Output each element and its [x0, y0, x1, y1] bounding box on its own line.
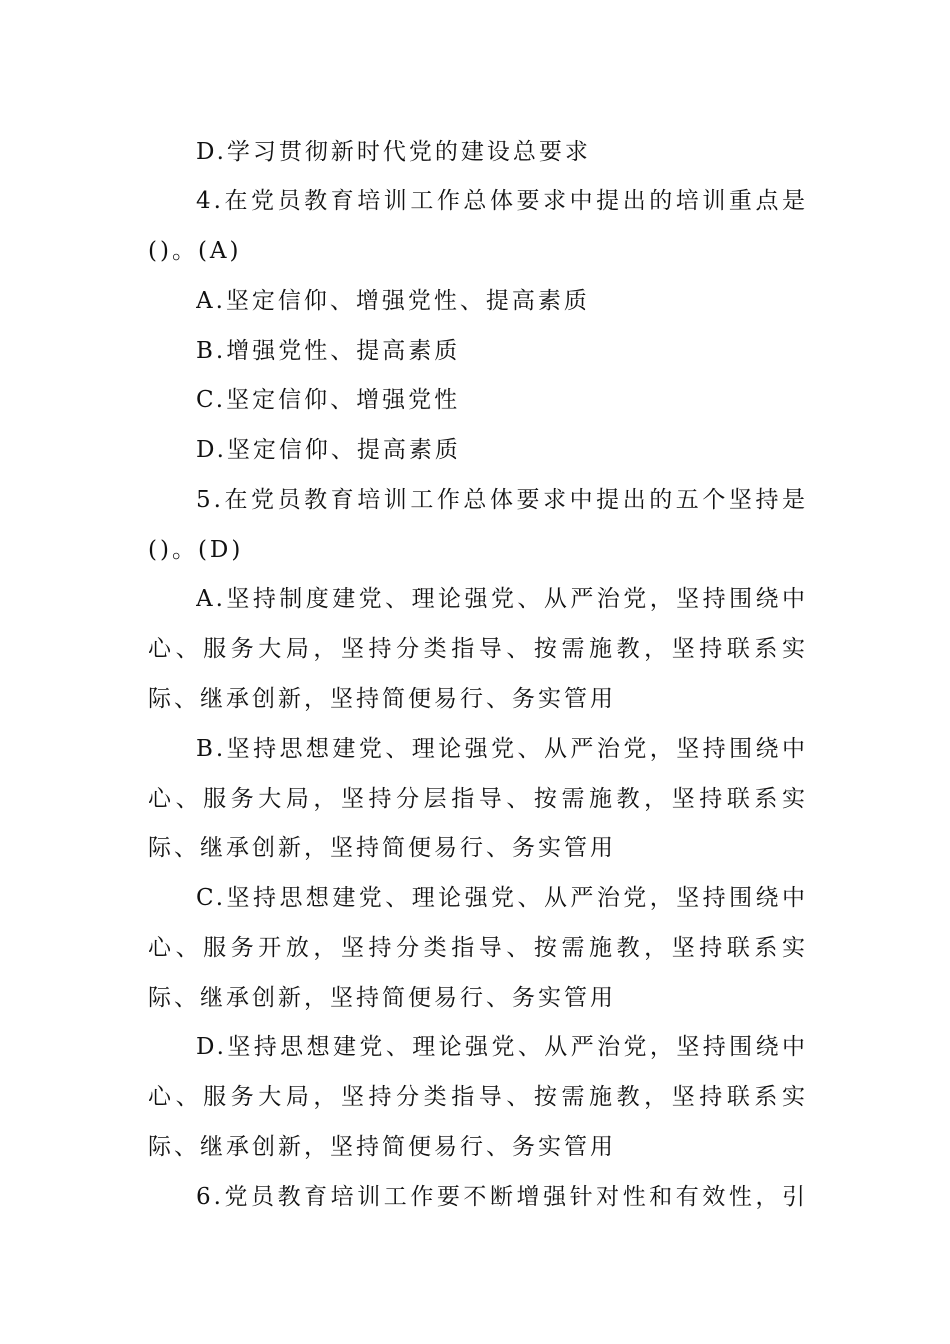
- option-5d-line-2: 心、服务大局，坚持分类指导、按需施教，坚持联系实: [148, 1084, 808, 1110]
- option-4d: D.坚定信仰、提高素质: [196, 437, 461, 463]
- option-3d: D.学习贯彻新时代党的建设总要求: [196, 139, 591, 165]
- option-4a: A.坚定信仰、增强党性、提高素质: [196, 288, 590, 314]
- question-5-line-2: ()。(D): [148, 537, 244, 563]
- option-5d-line-1: D.坚持思想建党、理论强党、从严治党，坚持围绕中: [196, 1034, 808, 1060]
- option-5b-line-2: 心、服务大局，坚持分层指导、按需施教，坚持联系实: [148, 786, 808, 812]
- question-6-line-1: 6.党员教育培训工作要不断增强针对性和有效性，引: [196, 1184, 808, 1210]
- question-4-line-1: 4.在党员教育培训工作总体要求中提出的培训重点是: [196, 188, 808, 214]
- option-4b: B.增强党性、提高素质: [196, 338, 461, 364]
- option-5b-line-1: B.坚持思想建党、理论强党、从严治党，坚持围绕中: [196, 736, 808, 762]
- option-5d-line-3: 际、继承创新，坚持简便易行、务实管用: [148, 1134, 616, 1160]
- option-5c-line-2: 心、服务开放，坚持分类指导、按需施教，坚持联系实: [148, 935, 808, 961]
- question-5-line-1: 5.在党员教育培训工作总体要求中提出的五个坚持是: [196, 487, 808, 513]
- option-5c-line-1: C.坚持思想建党、理论强党、从严治党，坚持围绕中: [196, 885, 808, 911]
- option-5a-line-1: A.坚持制度建党、理论强党、从严治党，坚持围绕中: [196, 586, 808, 612]
- option-5a-line-3: 际、继承创新，坚持简便易行、务实管用: [148, 686, 616, 712]
- option-5c-line-3: 际、继承创新，坚持简便易行、务实管用: [148, 985, 616, 1011]
- option-5a-line-2: 心、服务大局，坚持分类指导、按需施教，坚持联系实: [148, 636, 808, 662]
- option-4c: C.坚定信仰、增强党性: [196, 387, 461, 413]
- question-4-line-2: ()。(A): [148, 238, 242, 264]
- option-5b-line-3: 际、继承创新，坚持简便易行、务实管用: [148, 835, 616, 861]
